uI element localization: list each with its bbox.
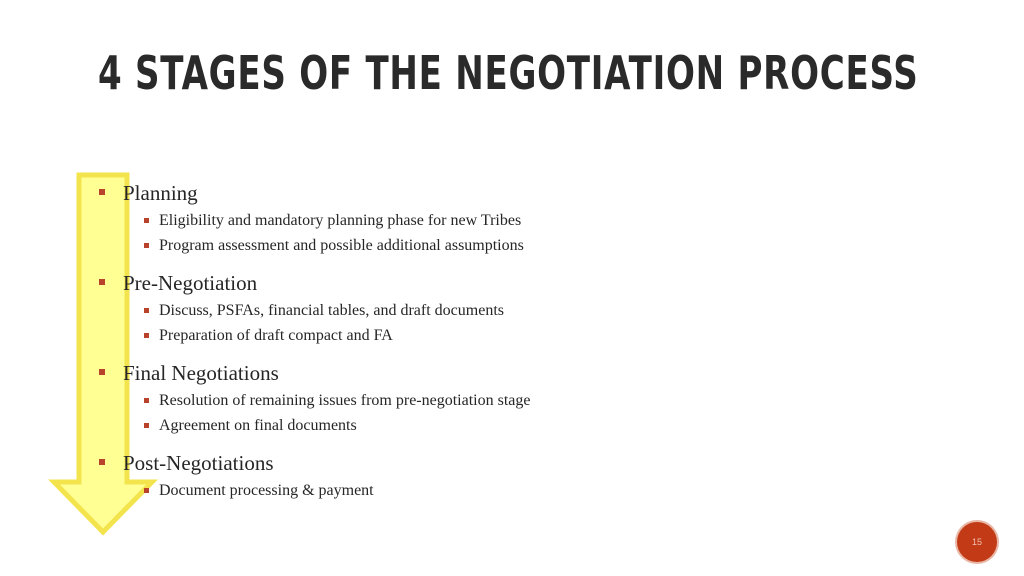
- stage-label: Final Negotiations: [123, 361, 279, 385]
- square-bullet-icon: [99, 459, 105, 465]
- stage-detail: Discuss, PSFAs, financial tables, and draft documents: [159, 302, 504, 319]
- slide-title: 4 STAGES OF THE NEGOTIATION PROCESS: [98, 46, 919, 100]
- stage-final-negotiations: [96, 358, 716, 438]
- stage-detail: Eligibility and mandatory planning phase for new Tribes: [159, 212, 522, 229]
- square-bullet-icon: [99, 369, 105, 375]
- square-bullet-icon: [99, 279, 105, 285]
- stage-list: [96, 178, 716, 513]
- stage-planning: [96, 178, 716, 258]
- square-bullet-icon: [144, 243, 149, 248]
- page-number: 15: [971, 537, 982, 547]
- stage-detail: Program assessment and possible additional assumptions: [159, 237, 524, 254]
- stage-label: Pre-Negotiation: [123, 271, 258, 295]
- stage-detail: Preparation of draft compact and FA: [159, 327, 393, 344]
- square-bullet-icon: [144, 218, 149, 223]
- stage-pre-negotiation: [96, 268, 716, 348]
- page-number-badge: [957, 522, 997, 562]
- square-bullet-icon: [144, 398, 149, 403]
- square-bullet-icon: [99, 189, 105, 195]
- stage-post-negotiations: [96, 448, 716, 503]
- square-bullet-icon: [144, 423, 149, 428]
- square-bullet-icon: [144, 488, 149, 493]
- stage-detail: Agreement on final documents: [159, 417, 357, 434]
- square-bullet-icon: [144, 333, 149, 338]
- stage-detail: Resolution of remaining issues from pre-negotiation stage: [159, 392, 531, 409]
- stage-label: Post-Negotiations: [123, 451, 274, 475]
- square-bullet-icon: [144, 308, 149, 313]
- stage-detail: Document processing & payment: [159, 482, 374, 499]
- stage-label: Planning: [123, 181, 198, 205]
